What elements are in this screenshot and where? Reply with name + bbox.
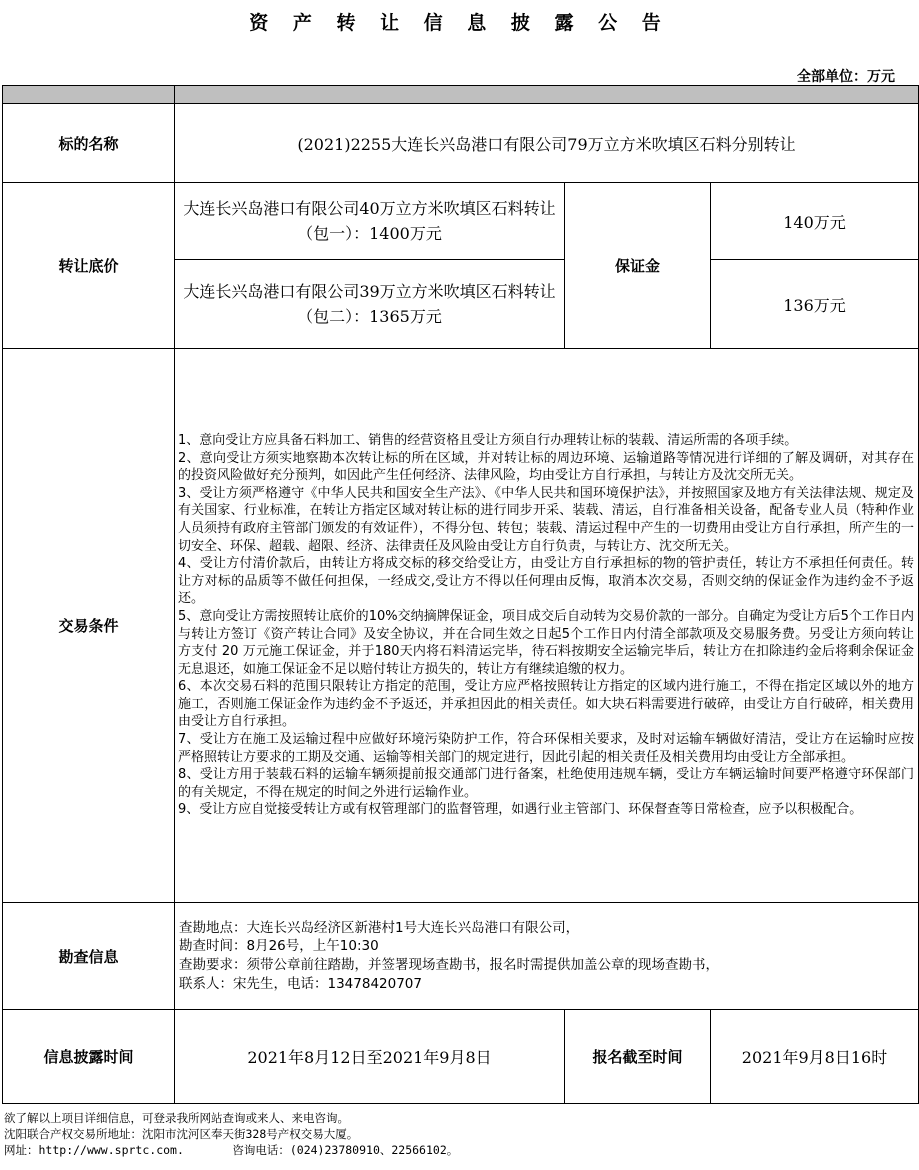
package-1-price: 大连长兴岛港口有限公司40万立方米吹填区石料转让（包一）：1400万元	[175, 183, 565, 260]
conditions-row	[3, 349, 919, 903]
page-title: 资 产 转 让 信 息 披 露 公 告	[249, 12, 670, 34]
package-2-deposit: 136万元	[711, 260, 919, 349]
condition-item: 6、本次交易石料的范围只限转让方指定的范围，受让方应严格按照转让方指定的区域内进行施工，不得在指定区域以外的地方施工，否则施工保证金作为违约金不予返还，并承担因此的相关责任。如大块石料需要进行破碎，由受让方自行破碎，相关费用由受让方自行承担。	[178, 679, 915, 730]
header-cell	[3, 86, 175, 104]
conditions-text	[175, 349, 919, 903]
price-label: 转让底价	[3, 183, 175, 349]
package-2-price: 大连长兴岛港口有限公司39万立方米吹填区石料转让（包二）：1365万元	[175, 260, 565, 349]
survey-time: 勘查时间：8月26号，上午10:30	[179, 938, 379, 955]
conditions-label: 交易条件	[3, 349, 175, 903]
condition-item: 1、意向受让方应具备石料加工、销售的经营资格且受让方须自行办理转让标的装载、清运所需的各项手续。	[178, 432, 798, 448]
survey-location: 查勘地点：大连长兴岛经济区新港村1号大连长兴岛港口有限公司，	[179, 919, 580, 936]
object-row	[3, 104, 919, 183]
condition-item: 8、受让方用于装载石料的运输车辆须提前报交通部门进行备案，杜绝使用违规车辆，受让方车辆运输时间要严格遵守环保部门的有关规定，不得在规定的时间之外进行运输作业。	[178, 767, 915, 800]
deadline-value: 2021年9月8日16时	[711, 1010, 919, 1104]
header-cell	[175, 86, 919, 104]
survey-row	[3, 903, 919, 1010]
condition-item: 4、受让方付清价款后，由转让方将成交标的移交给受让方，由受让方自行承担标的物的管护责任，转让方不承担任何责任。转让方对标的品质等不做任何担保，一经成交,受让方不得以任何理由反悔，取消本次交易，否则交纳的保证金作为违约金不予返还。	[178, 556, 915, 607]
footer-notes	[4, 1110, 458, 1158]
disclosure-row	[3, 1010, 919, 1104]
deadline-label: 报名截至时间	[565, 1010, 711, 1104]
disclosure-time-value: 2021年8月12日至2021年9月8日	[175, 1010, 565, 1104]
price-row	[3, 183, 919, 260]
condition-item: 7、受让方在施工及运输过程中应做好环境污染防护工作，符合环保相关要求，及时对运输车辆做好清洁，受让方在运输时应按严格照转让方要求的工期及交通、运输等相关部门的规定进行，因此引起的相关责任及相关费用均由受让方全部承担。	[178, 732, 915, 765]
survey-contact: 联系人：宋先生，电话：13478420707	[179, 975, 422, 992]
disclosure-time-label: 信息披露时间	[3, 1010, 175, 1104]
condition-item: 2、意向受让方须实地察勘本次转让标的所在区域，并对转让标的周边环境、运输道路等情况进行详细的了解及调研，对其存在的投资风险做好充分预判，如因此产生任何经济、法律风险，均由受让方自行承担，与转让方及沈交所无关。	[178, 450, 915, 484]
object-label: 标的名称	[3, 104, 175, 183]
footer-line: 沈阳联合产权交易所地址：沈阳市沈河区奉天街328号产权交易大厦。	[4, 1127, 359, 1141]
unit-note: 全部单位：万元	[797, 69, 895, 85]
condition-item: 9、受让方应自觉接受转让方或有权管理部门的监督管理，如遇行业主管部门、环保督查等日常检查，应予以积极配合。	[178, 802, 863, 818]
survey-text	[175, 903, 919, 1010]
footer-line: 网址：http://www.sprtc.com. 咨询电话：(024)23780910、22566102。	[4, 1143, 459, 1157]
disclosure-table	[2, 85, 919, 1104]
survey-label: 勘查信息	[3, 903, 175, 1010]
object-value: (2021)2255大连长兴岛港口有限公司79万立方米吹填区石料分别转让	[175, 104, 919, 183]
condition-item: 3、受让方须严格遵守《中华人民共和国安全生产法》、《中华人民共和国环境保护法》，并按照国家及地方有关法律法规、规定及有关国家、行业标准，在转让方指定区域对转让标的进行同步开采、装载、清运，自行准备相关设备，配备专业人员（特种作业人员须持有政府主管部门颁发的有效证件），不得分包、转包；装载、清运过程中产生的一切费用由受让方自行承担，所产生的一切安全、环保、超载、超限、经济、法律责任及风险由受让方自行负责，与转让方、沈交所无关。	[178, 485, 915, 554]
header-band	[3, 86, 919, 104]
deposit-label: 保证金	[565, 183, 711, 349]
survey-requirement: 查勘要求：须带公章前往踏勘，并签署现场查勘书，报名时需提供加盖公章的现场查勘书，	[179, 957, 719, 973]
footer-line: 欲了解以上项目详细信息，可登录我所网站查询或来人、来电咨询。	[4, 1111, 349, 1125]
condition-item: 5、意向受让方需按照转让底价的10%交纳摘牌保证金，项目成交后自动转为交易价款的一部分。自确定为受让方后5个工作日内与转让方签订《资产转让合同》及安全协议，并在合同生效之日起5个工作日内付清全部款项及交易服务费。另受让方须向转让方支付 20 万元施工保证金，并于180天内将石料清运完毕，待石料按期安全运输完毕后，转让方在扣除违约金后将剩余保证金无息退还，如施工保证金不足以赔付转让方损失的，转让方有继续追缴的权力。	[178, 608, 915, 677]
package-1-deposit: 140万元	[711, 183, 919, 260]
